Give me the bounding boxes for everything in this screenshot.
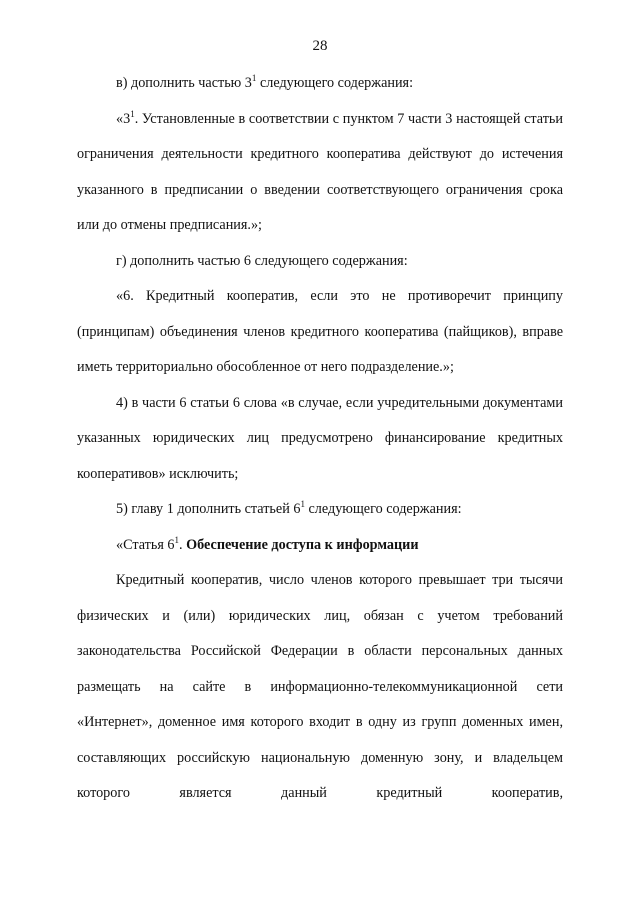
article-heading xyxy=(77,528,563,564)
article-separator: . xyxy=(179,536,187,553)
document-body xyxy=(77,66,563,812)
superscript: 1 xyxy=(300,499,305,509)
paragraph-part-3-1 xyxy=(77,102,563,244)
superscript: 1 xyxy=(174,534,180,545)
paragraph-text: . Установленные в соответствии с пунктом 7 части 3 настоящей статьи ограничения деятельности кредитного кооператива действуют до истечения указанного в предписании о введении соответствующего ограничения срока или до отмены предписания.»; xyxy=(77,110,563,233)
paragraph-amendment-g: г) дополнить частью 6 следующего содержания: xyxy=(116,252,408,269)
paragraph-item-5 xyxy=(77,492,563,528)
paragraph-text: следующего содержания: xyxy=(304,501,462,517)
paragraph-text: в) дополнить частью 3 xyxy=(116,75,252,91)
superscript: 1 xyxy=(251,73,257,83)
paragraph-text: следующего содержания: xyxy=(256,75,414,91)
superscript: 1 xyxy=(130,108,135,119)
paragraph-amendment-v xyxy=(77,66,563,102)
paragraph-item-4: 4) в части 6 статьи 6 слова «в случае, если учредительными документами указанных юридических лиц предусмотрено финансирование кредитных кооперативов» исключить; xyxy=(77,394,563,482)
paragraph-part-6: «6. Кредитный кооператив, если это не противоречит принципу (принципам) объединения членов кредитного кооператива (пайщиков), вправе иметь территориально обособленное от него подразделение.»; xyxy=(77,288,563,375)
paragraph-text: «3 xyxy=(116,110,131,127)
paragraph-text: 5) главу 1 дополнить статьей 6 xyxy=(116,501,301,517)
page-number: 28 xyxy=(312,38,328,54)
article-title: Обеспечение доступа к информации xyxy=(186,536,419,553)
article-label: «Статья 6 xyxy=(116,536,175,553)
paragraph-article-body: Кредитный кооператив, число членов которого превышает три тысячи физических и (или) юридических лиц, обязан с учетом требований законодательства Российской Федерации в области персональных данных размещать на сайте в информационно-телекоммуникационной сети «Интернет», доменное имя которого входит в одну из групп доменных имен, составляющих российскую национальную доменную зону, и владельцем которого является данный кредитный кооператив, xyxy=(77,572,563,801)
